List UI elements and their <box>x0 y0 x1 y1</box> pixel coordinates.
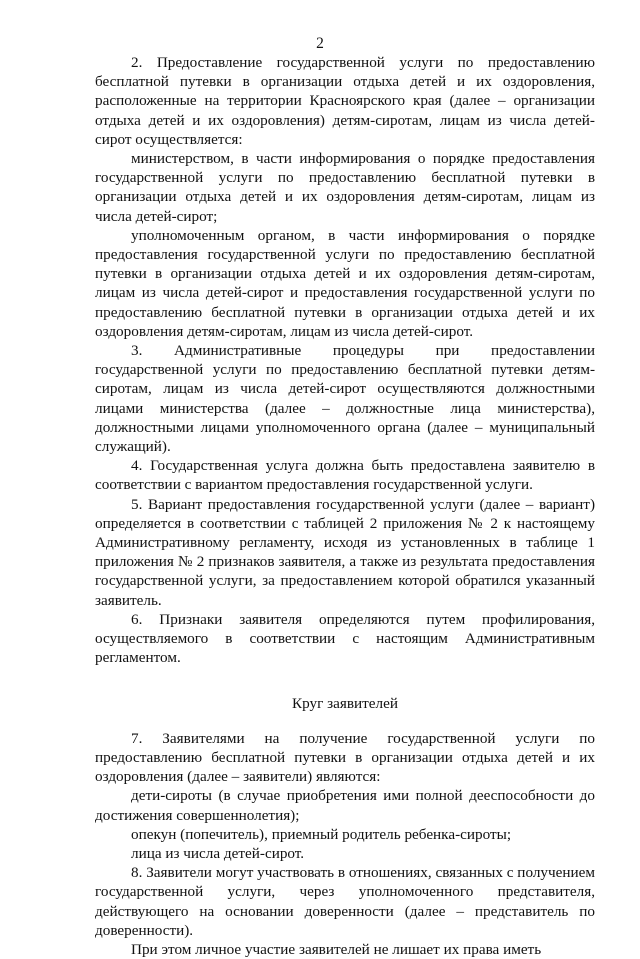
paragraph-5: 5. Вариант предоставления государственной услуги (далее – вариант) определяется в соответствии с таблицей 2 приложения № 2 к настоящему Административному регламенту, исходя из установленных в таблице 1 приложения № 2 признаков заявителя, а также из результата предоставления государственной услуги, за предоставлением которой обратился указанный заявитель. <box>95 495 595 609</box>
applicant-guardian: опекун (попечитель), приемный родитель ребенка-сироты; <box>131 825 512 843</box>
paragraph-4: 4. Государственная услуга должна быть предоставлена заявителю в соответствии с вариантом предоставления государственной услуги. <box>95 457 595 494</box>
applicant-orphans: дети-сироты (в случае приобретения ими полной дееспособности до достижения совершеннолетия); <box>95 787 595 824</box>
paragraph-authorized-body: уполномоченным органом, в части информирования о порядке предоставления государственной услуги по предоставлению бесплатной путевки в организации отдыха детей и их оздоровления детям-сиротам, лицам из числа детей-сирот и предоставления государственной услуги по предоставлению бесплатной путевки в организации отдыха детей и их оздоровления детям-сиротам, лицам из числа детей-сирот. <box>95 226 595 340</box>
paragraph-7: 7. Заявителями на получение государственной услуги по предоставлению бесплатной путевки в организации отдыха детей и их оздоровления (далее – заявители) являются: <box>95 729 595 786</box>
paragraph-2: 2. Предоставление государственной услуги по предоставлению бесплатной путевки в организации отдыха детей и их оздоровления, расположенные на территории Красноярского края (далее – организации отдыха детей и их оздоровления) детям-сиротам, лицам из числа детей-сирот осуществляется: <box>95 54 595 148</box>
paragraph-ministry: министерством, в части информирования о порядке предоставления государственной услуги по предоставлению бесплатной путевки в организации отдыха детей и их оздоровления детям-сиротам, лицам из числа детей-сирот; <box>95 150 595 225</box>
document-body <box>95 53 595 959</box>
paragraph-8: 8. Заявители могут участвовать в отношениях, связанных с получением государственной услуги, через уполномоченного представителя, действующего на основании доверенности (далее – представитель по доверенности). <box>95 864 595 939</box>
page-number: 2 <box>316 35 324 52</box>
paragraph-6: 6. Признаки заявителя определяются путем профилирования, осуществляемого в соответствии с настоящим Административным регламентом. <box>95 610 595 667</box>
paragraph-personal-participation: При этом личное участие заявителей не лишает их права иметь <box>131 940 542 958</box>
section-heading: Круг заявителей <box>292 694 398 712</box>
paragraph-3: 3. Административные процедуры при предоставлении государственной услуги по предоставлению бесплатной путевки детям-сиротам, лицам из числа детей-сирот осуществляются должностными лицами министерства (далее – должностные лица министерства), должностными лицами уполномоченного органа (далее – муниципальный служащий). <box>95 342 595 456</box>
applicant-former-orphans: лица из числа детей-сирот. <box>131 844 305 862</box>
